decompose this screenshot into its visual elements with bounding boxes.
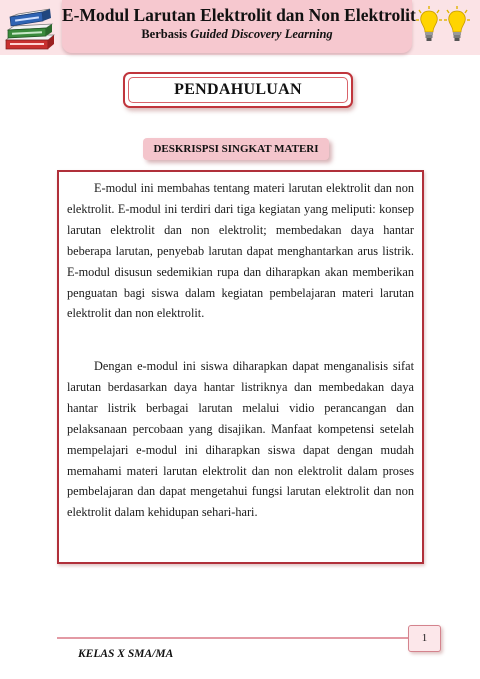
footer-divider (57, 637, 409, 639)
header-subtitle-emphasis: Guided Discovery Learning (190, 27, 333, 41)
light-bulb-icon (444, 5, 470, 45)
header-title-box (62, 0, 416, 53)
header-title: E-Modul Larutan Elektrolit dan Non Elektrolit (62, 5, 416, 25)
paragraph: E-modul ini membahas tentang materi larutan elektrolit dan non elektrolit. E-modul ini terdiri dari tiga kegiatan yang meliputi: konsep larutan elektrolit dan non elektrolit; membedakan daya hantar beberapa larutan, penyebab larutan dapat menghantarkan arus listrik. E-modul disusun sedemikian rupa dan diharapkan akan memberikan penguatan bagi siswa dalam kegiatan pembelajaran materi larutan elektrolit dan non elektrolit. (67, 181, 414, 321)
header-subtitle-prefix: Berbasis (141, 27, 191, 41)
light-bulb-icon (416, 5, 442, 45)
subsection-badge: DESKRISPSI SINGKAT MATERI (143, 138, 329, 160)
header-subtitle (62, 27, 412, 42)
section-title: PENDAHULUAN (128, 77, 348, 103)
section-title-box (123, 72, 353, 108)
page-number: 1 (408, 625, 441, 652)
paragraph: Dengan e-modul ini siswa diharapkan dapat menganalisis sifat larutan berdasarkan daya hantar listriknya dan membedakan daya hantar listrik berbagai larutan melalui vidio perancangan dan pelaksanaan percobaan yang disajikan. Manfaat kompetensi setelah mempelajari e-modul ini diharapkan siswa dapat dengan mudah memahami materi larutan elektrolit dan non elektrolit dalam proses pembelajaran dan dapat mengetahui fungsi larutan elektrolit dan non elektrolit dalam kehidupan sehari-hari. (67, 359, 414, 520)
content-box (57, 170, 424, 564)
header-band (0, 0, 480, 55)
books-icon (2, 4, 60, 52)
footer-class-label: KELAS X SMA/MA (78, 648, 174, 660)
